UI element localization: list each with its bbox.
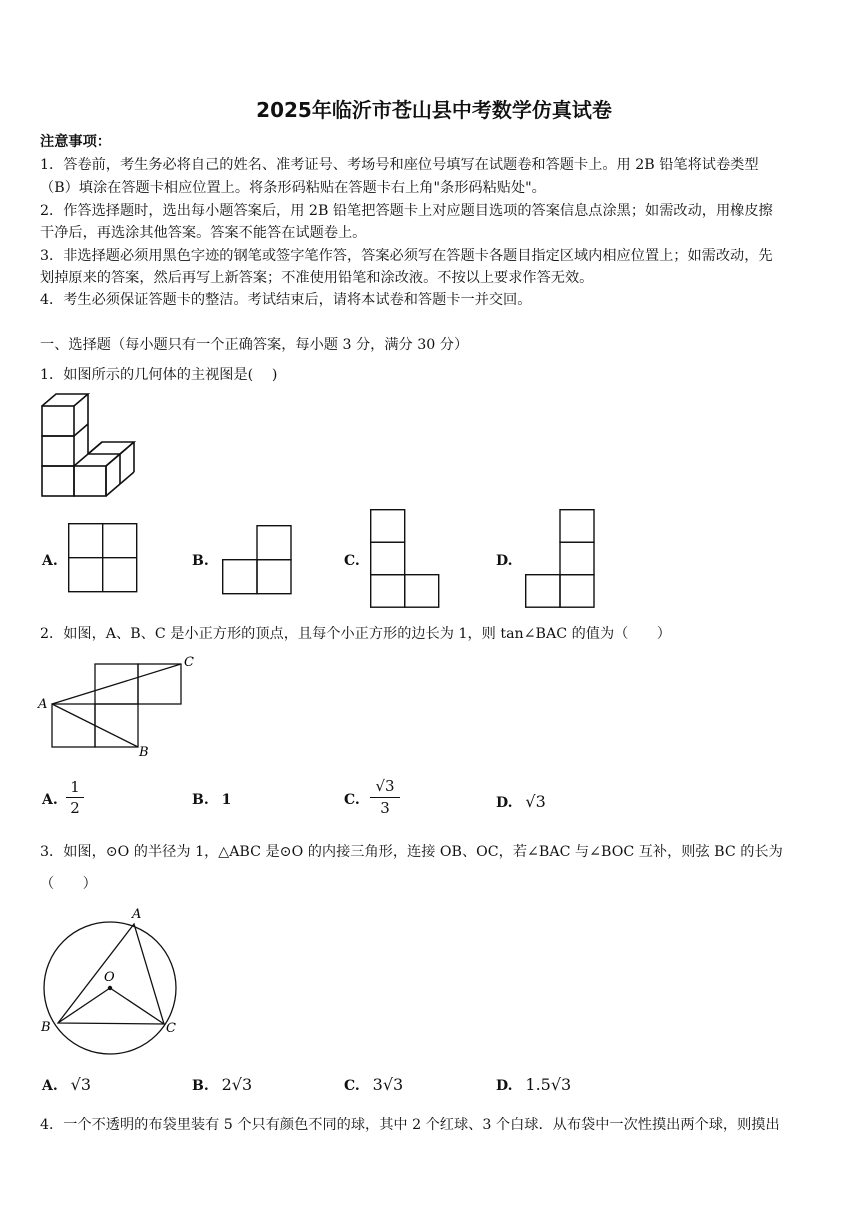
q4-stem: 4．一个不透明的布袋里装有 5 个只有颜色不同的球，其中 2 个红球、3 个白球．从布袋中一次性摸出两个球，则摸出 (40, 1117, 780, 1133)
q3-option-b[interactable] (192, 1075, 252, 1094)
q1-stem: 1．如图所示的几何体的主视图是( ) (40, 367, 278, 383)
q2-option-a[interactable] (42, 792, 58, 808)
q1-option-a-figure[interactable] (68, 523, 138, 593)
notice-line-7: 4．考生必须保证答题卡的整洁。考试结束后，请将本试卷和答题卡一并交回。 (40, 292, 532, 308)
q3-option-d[interactable] (496, 1075, 571, 1094)
q2-label-a: A (38, 697, 48, 712)
fraction-bar (370, 797, 400, 798)
q3-circle-figure (36, 900, 196, 1060)
page-title: 2025年临沂市苍山县中考数学仿真试卷 (256, 98, 612, 122)
q1-solid-figure (38, 390, 143, 500)
q3-option-a-value: √3 (70, 1075, 91, 1094)
q3-option-a-letter: A. (42, 1078, 58, 1094)
q2-option-d-value: √3 (525, 792, 546, 811)
q2-option-a-fraction (66, 778, 84, 817)
q2-option-c-denominator: 3 (380, 799, 390, 817)
notice-line-6: 划掉原来的答案，然后再写上新答案；不准使用铅笔和涂改液。不按以上要求作答无效。 (40, 270, 594, 286)
q2-label-c: C (184, 655, 194, 670)
q2-option-c-letter: C. (344, 792, 360, 808)
q2-stem: 2．如图，A、B、C 是小正方形的顶点，且每个小正方形的边长为 1，则 tan∠BAC 的值为（ ） (40, 626, 671, 642)
q3-option-c-value: 3√3 (372, 1075, 404, 1094)
q3-option-b-value: 2√3 (221, 1075, 253, 1094)
q1-option-b-label[interactable]: B. (192, 553, 209, 569)
notice-line-1: 1．答卷前，考生务必将自己的姓名、准考证号、考场号和座位号填写在试题卷和答题卡上。用 2B 铅笔将试卷类型 (40, 157, 759, 173)
center-point (108, 986, 112, 990)
q3-option-c-letter: C. (344, 1078, 360, 1094)
q3-label-c: C (166, 1021, 176, 1036)
q2-option-b-value: 1 (221, 792, 232, 808)
q2-option-c[interactable] (344, 792, 360, 808)
q2-option-a-numerator: 1 (70, 778, 80, 796)
notice-line-5: 3．非选择题必须用黑色字迹的钢笔或签字笔作答，答案必须写在答题卡各题目指定区域内相应位置上；如需改动，先 (40, 248, 773, 264)
q3-label-b: B (41, 1020, 51, 1035)
q3-stem: 3．如图，⊙O 的半径为 1，△ABC 是⊙O 的内接三角形，连接 OB、OC，若∠BAC 与∠BOC 互补，则弦 BC 的长为 (40, 844, 783, 860)
q1-option-d-figure[interactable] (525, 509, 596, 609)
notice-line-4: 干净后，再选涂其他答案。答案不能答在试题卷上。 (40, 225, 367, 241)
q2-option-c-fraction (370, 776, 400, 817)
q1-option-b-figure[interactable] (222, 525, 293, 595)
q2-option-b[interactable] (192, 792, 231, 808)
q3-option-d-value: 1.5√3 (525, 1075, 572, 1094)
q2-label-b: B (139, 745, 149, 760)
q2-option-a-letter: A. (42, 792, 58, 808)
q3-stem-cont: （ ） (40, 876, 97, 892)
q3-label-a: A (132, 907, 142, 922)
q2-option-d-letter: D. (496, 795, 513, 811)
q1-option-c-label[interactable]: C. (344, 553, 360, 569)
q1-option-a-label[interactable]: A. (42, 553, 58, 569)
notice-line-2: （B）填涂在答题卡相应位置上。将条形码粘贴在答题卡右上角"条形码粘贴处"。 (40, 180, 546, 196)
q1-option-d-label[interactable]: D. (496, 553, 513, 569)
q3-option-d-letter: D. (496, 1078, 513, 1094)
section-heading: 一、选择题（每小题只有一个正确答案，每小题 3 分，满分 30 分） (40, 337, 469, 353)
q3-option-c[interactable] (344, 1075, 403, 1094)
q2-option-c-numerator: √3 (375, 777, 395, 795)
q3-label-o: O (104, 970, 115, 985)
notice-line-3: 2．作答选择题时，选出每小题答案后，用 2B 铅笔把答题卡上对应题目选项的答案信息点涂黑；如需改动，用橡皮擦 (40, 203, 773, 219)
q2-option-b-letter: B. (192, 792, 209, 808)
q2-option-a-denominator: 2 (70, 799, 80, 817)
q3-option-a[interactable] (42, 1075, 91, 1094)
q3-option-b-letter: B. (192, 1078, 209, 1094)
fraction-bar (66, 797, 84, 798)
q1-option-c-figure[interactable] (370, 509, 441, 609)
notice-heading: 注意事项： (40, 134, 111, 150)
q2-grid-figure (36, 652, 206, 760)
q2-option-d[interactable] (496, 792, 546, 811)
